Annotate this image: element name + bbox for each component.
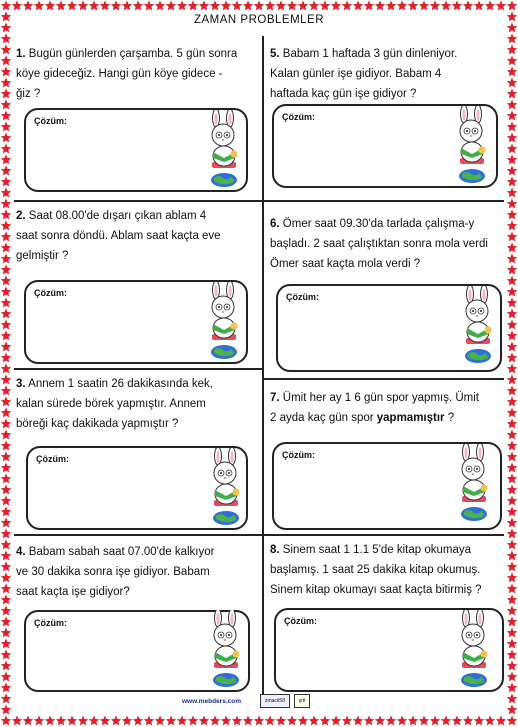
star-icon — [1, 540, 11, 550]
star-icon — [1, 661, 11, 671]
star-icon — [1, 529, 11, 539]
star-icon — [1, 309, 11, 319]
star-icon — [1, 276, 11, 286]
star-icon — [353, 716, 363, 726]
star-icon — [1, 650, 11, 660]
star-icon — [1, 573, 11, 583]
star-icon — [1, 144, 11, 154]
star-icon — [1, 562, 11, 572]
star-icon — [507, 331, 517, 341]
star-icon — [265, 1, 275, 11]
star-icon — [507, 452, 517, 462]
star-icon — [507, 210, 517, 220]
star-icon — [507, 375, 517, 385]
bunny-reading-illustration — [452, 444, 496, 527]
question-text: Ümit her ay 1 6 gün spor yapmış. Ümit — [282, 392, 480, 404]
star-icon — [452, 716, 462, 726]
author-tag: zmacit58 — [260, 694, 290, 708]
star-icon — [276, 1, 286, 11]
star-icon — [1, 67, 11, 77]
star-icon — [507, 463, 517, 473]
star-icon — [507, 441, 517, 451]
bunny-reading-illustration — [452, 610, 496, 693]
star-icon — [485, 716, 495, 726]
bunny-svg — [202, 110, 246, 188]
star-icon — [441, 1, 451, 11]
star-icon — [1, 155, 11, 165]
star-icon — [232, 1, 242, 11]
star-icon — [1, 507, 11, 517]
question-4 — [16, 542, 260, 602]
divider — [14, 200, 262, 202]
star-icon — [507, 56, 517, 66]
question-text: ve 30 dakika sonra işe gidiyor. Babam — [16, 566, 210, 578]
star-icon — [364, 1, 374, 11]
star-icon — [1, 265, 11, 275]
bunny-reading-illustration — [204, 610, 248, 693]
star-icon — [496, 1, 506, 11]
star-icon — [221, 716, 231, 726]
star-icon — [276, 716, 286, 726]
star-icon — [419, 716, 429, 726]
star-icon — [507, 408, 517, 418]
star-icon — [1, 672, 11, 682]
star-icon — [474, 1, 484, 11]
star-icon — [12, 716, 22, 726]
star-icon — [1, 254, 11, 264]
question-number: 6. — [270, 218, 280, 230]
divider — [14, 368, 262, 370]
star-icon — [1, 111, 11, 121]
star-icon — [1, 23, 11, 33]
solution-label: Çözüm: — [282, 450, 315, 460]
star-icon — [155, 1, 165, 11]
star-icon — [507, 551, 517, 561]
star-icon — [1, 122, 11, 132]
star-icon — [507, 474, 517, 484]
star-icon — [364, 716, 374, 726]
star-icon — [507, 364, 517, 374]
question-text: Kalan günler işe gidiyor. Babam 4 — [270, 68, 442, 80]
star-icon — [342, 716, 352, 726]
star-icon — [507, 584, 517, 594]
star-icon — [1, 474, 11, 484]
star-icon — [1, 441, 11, 451]
star-icon — [177, 716, 187, 726]
question-text: Babam sabah saat 07.00'de kalkıyor — [28, 546, 215, 558]
star-icon — [507, 1, 517, 11]
question-text: böreği kaç dakikada yapmıştır ? — [16, 418, 179, 430]
solution-label: Çözüm: — [34, 116, 67, 126]
question-text: Annem 1 saatin 26 dakikasında kek, — [28, 378, 213, 390]
star-icon — [155, 716, 165, 726]
question-text: kalan sürede börek yapmıştır. Annem — [16, 398, 206, 410]
star-icon — [1, 639, 11, 649]
star-icon — [386, 716, 396, 726]
star-icon — [397, 716, 407, 726]
star-icon — [507, 628, 517, 638]
question-text: Ömer saat kaçta mola verdi ? — [270, 258, 421, 270]
star-icon — [507, 221, 517, 231]
star-icon — [23, 1, 33, 11]
star-icon — [199, 716, 209, 726]
star-icon — [507, 661, 517, 671]
star-icon — [507, 430, 517, 440]
site-link[interactable]: www.mebders.com — [182, 698, 241, 705]
star-icon — [78, 716, 88, 726]
bunny-svg — [204, 610, 248, 688]
star-icon — [441, 716, 451, 726]
star-icon — [430, 716, 440, 726]
star-icon — [375, 1, 385, 11]
star-icon — [463, 716, 473, 726]
star-icon — [507, 419, 517, 429]
star-icon — [507, 386, 517, 396]
question-2 — [16, 206, 260, 266]
question-text: haftada kaç gün işe gidiyor ? — [270, 88, 417, 100]
star-icon — [23, 716, 33, 726]
bunny-reading-illustration — [202, 110, 246, 193]
star-icon — [1, 584, 11, 594]
star-icon — [331, 716, 341, 726]
question-text: Saat 08.00'de dışarı çıkan ablam 4 — [28, 210, 207, 222]
star-icon — [1, 452, 11, 462]
star-icon — [1, 45, 11, 55]
question-text: Sinem saat 1 1.1 5'de kitap okumaya — [282, 544, 472, 556]
star-icon — [507, 617, 517, 627]
star-icon — [298, 1, 308, 11]
star-icon — [67, 716, 77, 726]
star-icon — [507, 540, 517, 550]
question-text: 2 ayda kaç gün spor — [270, 412, 377, 424]
star-icon — [56, 1, 66, 11]
bunny-reading-illustration — [450, 106, 494, 189]
question-text: Sinem kitap okumayı saat kaçta bitirmiş ? — [270, 584, 482, 596]
star-icon — [507, 485, 517, 495]
star-icon — [1, 188, 11, 198]
star-icon — [1, 408, 11, 418]
star-icon — [1, 353, 11, 363]
star-icon — [1, 595, 11, 605]
star-icon — [89, 1, 99, 11]
solution-label: Çözüm: — [286, 292, 319, 302]
star-icon — [78, 1, 88, 11]
star-icon — [1, 463, 11, 473]
question-text: gelmiştir ? — [16, 250, 69, 262]
star-icon — [507, 562, 517, 572]
star-icon — [1, 716, 11, 726]
question-text: başladı. 2 saat çalıştıktan sonra mola verdi — [270, 238, 488, 250]
star-icon — [243, 716, 253, 726]
star-icon — [507, 254, 517, 264]
star-icon — [243, 1, 253, 11]
question-number: 2. — [16, 210, 26, 222]
star-icon — [507, 34, 517, 44]
star-icon — [507, 353, 517, 363]
star-icon — [122, 716, 132, 726]
star-icon — [34, 716, 44, 726]
star-icon — [507, 716, 517, 726]
star-icon — [1, 12, 11, 22]
question-text: başlamış. 1 saat 25 dakika kitap okumuş. — [270, 564, 481, 576]
bunny-reading-illustration — [204, 448, 248, 531]
star-icon — [298, 716, 308, 726]
star-icon — [1, 364, 11, 374]
page-title: ZAMAN PROBLEMLER — [193, 14, 325, 26]
star-icon — [452, 1, 462, 11]
star-icon — [408, 716, 418, 726]
star-icon — [1, 232, 11, 242]
star-icon — [122, 1, 132, 11]
divider — [263, 200, 504, 202]
star-icon — [1, 375, 11, 385]
star-icon — [507, 595, 517, 605]
question-text: ğiz ? — [16, 88, 41, 100]
star-icon — [1, 1, 11, 11]
question-5 — [270, 44, 504, 104]
star-icon — [1, 496, 11, 506]
question-3 — [16, 374, 260, 434]
star-icon — [188, 716, 198, 726]
star-icon — [507, 309, 517, 319]
star-icon — [232, 716, 242, 726]
question-number: 3. — [16, 378, 26, 390]
star-icon — [507, 397, 517, 407]
star-icon — [1, 551, 11, 561]
star-icon — [210, 1, 220, 11]
question-text: köye gideceğiz. Hangi gün köye gidece - — [16, 68, 223, 80]
solution-label: Çözüm: — [282, 112, 315, 122]
question-number: 8. — [270, 544, 280, 556]
question-text: Bugün günlerden çarşamba. 5 gün sonra — [28, 48, 238, 60]
star-icon — [56, 716, 66, 726]
star-icon — [111, 716, 121, 726]
worksheet-page — [14, 14, 504, 713]
star-icon — [1, 133, 11, 143]
star-icon — [507, 78, 517, 88]
star-icon — [133, 716, 143, 726]
star-icon — [507, 287, 517, 297]
star-icon — [1, 177, 11, 187]
star-icon — [353, 1, 363, 11]
column-divider — [262, 36, 264, 696]
question-1 — [16, 44, 260, 104]
emphasis-text: yapmamıştır — [376, 412, 445, 424]
star-icon — [507, 177, 517, 187]
star-icon — [265, 716, 275, 726]
star-icon — [320, 1, 330, 11]
star-icon — [463, 1, 473, 11]
bunny-svg — [452, 444, 496, 522]
star-icon — [89, 716, 99, 726]
star-icon — [485, 1, 495, 11]
star-icon — [34, 1, 44, 11]
question-text: saat sonra döndü. Ablam saat kaçta eve — [16, 230, 221, 242]
star-icon — [507, 166, 517, 176]
star-icon — [254, 1, 264, 11]
star-icon — [507, 23, 517, 33]
star-icon — [1, 221, 11, 231]
solution-label: Çözüm: — [34, 618, 67, 628]
star-icon — [507, 144, 517, 154]
bunny-reading-illustration — [456, 286, 500, 369]
star-icon — [507, 276, 517, 286]
star-icon — [507, 12, 517, 22]
star-icon — [210, 716, 220, 726]
star-icon — [507, 265, 517, 275]
star-icon — [199, 1, 209, 11]
question-text: Ömer saat 09.30'da tarlada çalışma-y — [282, 218, 475, 230]
star-icon — [1, 331, 11, 341]
star-icon — [507, 496, 517, 506]
star-icon — [1, 210, 11, 220]
divider — [263, 534, 504, 536]
star-icon — [507, 650, 517, 660]
star-icon — [1, 397, 11, 407]
star-icon — [507, 298, 517, 308]
star-icon — [507, 672, 517, 682]
star-icon — [430, 1, 440, 11]
star-icon — [1, 89, 11, 99]
star-icon — [1, 485, 11, 495]
star-icon — [496, 716, 506, 726]
star-icon — [507, 320, 517, 330]
star-icon — [507, 122, 517, 132]
question-number: 7. — [270, 392, 280, 404]
star-icon — [507, 518, 517, 528]
star-icon — [507, 573, 517, 583]
question-text: saat kaçta işe gidiyor? — [16, 586, 130, 598]
star-icon — [1, 320, 11, 330]
star-icon — [166, 716, 176, 726]
star-icon — [507, 639, 517, 649]
star-icon — [1, 78, 11, 88]
star-icon — [320, 716, 330, 726]
question-8 — [270, 540, 504, 600]
star-icon — [375, 716, 385, 726]
star-icon — [45, 1, 55, 11]
star-icon — [342, 1, 352, 11]
footer — [0, 690, 518, 710]
solution-label: Çözüm: — [284, 616, 317, 626]
question-number: 1. — [16, 48, 26, 60]
solution-label: Çözüm: — [34, 288, 67, 298]
star-icon — [166, 1, 176, 11]
star-icon — [100, 716, 110, 726]
star-icon — [309, 1, 319, 11]
star-icon — [474, 716, 484, 726]
star-icon — [133, 1, 143, 11]
solution-label: Çözüm: — [36, 454, 69, 464]
star-icon — [507, 529, 517, 539]
star-icon — [507, 133, 517, 143]
star-icon — [408, 1, 418, 11]
star-icon — [1, 628, 11, 638]
star-icon — [1, 287, 11, 297]
star-icon — [12, 1, 22, 11]
star-icon — [507, 342, 517, 352]
star-icon — [1, 166, 11, 176]
star-icon — [144, 716, 154, 726]
star-icon — [1, 298, 11, 308]
bunny-svg — [204, 448, 248, 526]
star-icon — [1, 199, 11, 209]
star-icon — [386, 1, 396, 11]
star-icon — [507, 67, 517, 77]
question-number: 5. — [270, 48, 280, 60]
star-icon — [507, 100, 517, 110]
star-icon — [331, 1, 341, 11]
divider — [14, 534, 262, 536]
star-icon — [188, 1, 198, 11]
star-icon — [507, 188, 517, 198]
star-icon — [100, 1, 110, 11]
star-icon — [1, 34, 11, 44]
star-icon — [507, 45, 517, 55]
star-icon — [507, 232, 517, 242]
star-icon — [1, 342, 11, 352]
star-icon — [287, 1, 297, 11]
star-icon — [287, 716, 297, 726]
star-icon — [309, 716, 319, 726]
star-icon — [1, 617, 11, 627]
star-icon — [67, 1, 77, 11]
star-icon — [111, 1, 121, 11]
star-icon — [419, 1, 429, 11]
question-7 — [270, 388, 504, 428]
star-icon — [1, 100, 11, 110]
star-icon — [1, 606, 11, 616]
badge: şrtt — [294, 694, 310, 708]
star-icon — [507, 199, 517, 209]
star-icon — [507, 89, 517, 99]
divider — [263, 378, 504, 380]
star-icon — [507, 243, 517, 253]
bunny-svg — [450, 106, 494, 184]
star-icon — [507, 111, 517, 121]
star-icon — [177, 1, 187, 11]
bunny-svg — [202, 282, 246, 360]
question-text: ? — [444, 412, 455, 424]
star-icon — [144, 1, 154, 11]
star-icon — [221, 1, 231, 11]
star-icon — [507, 507, 517, 517]
star-icon — [397, 1, 407, 11]
question-number: 4. — [16, 546, 26, 558]
star-icon — [45, 716, 55, 726]
star-icon — [1, 518, 11, 528]
bunny-reading-illustration — [202, 282, 246, 365]
star-icon — [1, 419, 11, 429]
star-icon — [507, 155, 517, 165]
bunny-svg — [456, 286, 500, 364]
star-icon — [1, 56, 11, 66]
question-text: Babam 1 haftada 3 gün dinleniyor. — [282, 48, 458, 60]
bunny-svg — [452, 610, 496, 688]
star-icon — [1, 430, 11, 440]
star-icon — [1, 243, 11, 253]
star-icon — [507, 606, 517, 616]
star-icon — [254, 716, 264, 726]
question-6 — [270, 214, 504, 274]
star-icon — [1, 386, 11, 396]
